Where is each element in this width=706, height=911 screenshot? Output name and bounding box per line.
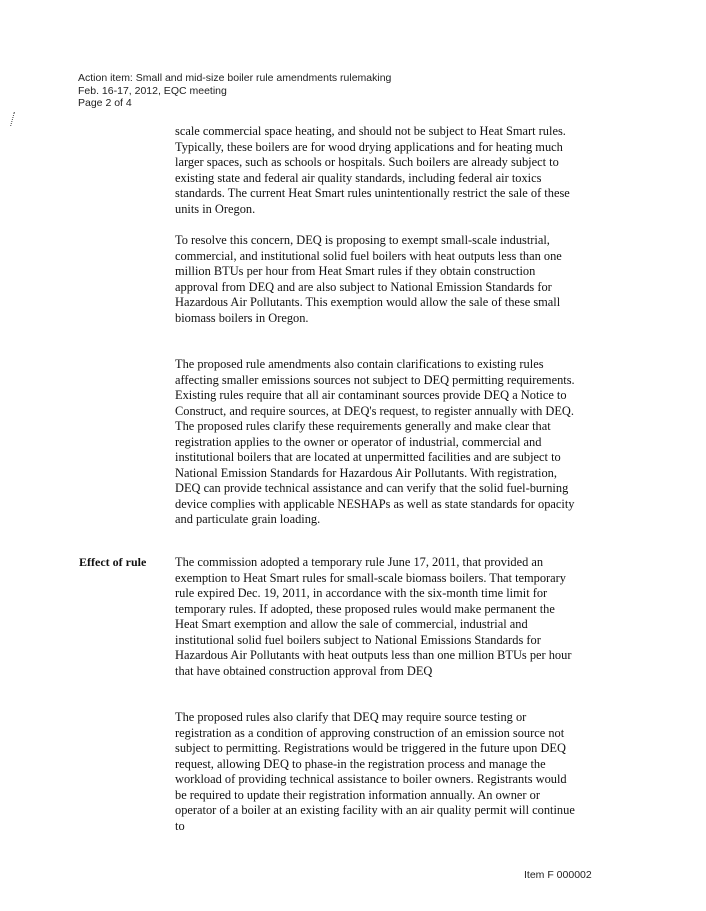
header-page-number: Page 2 of 4 — [78, 97, 132, 109]
paragraph-clarifications — [175, 357, 575, 528]
section-label-effect-of-rule: Effect of rule — [79, 555, 147, 569]
paragraph-registration — [175, 710, 575, 834]
paragraph-text: To resolve this concern, DEQ is proposing to exempt small-scale industrial, commercial, and institutional solid fuel boilers with heat outputs less than one million BTUs per hour from Heat Smart rules if they obtain construction approval from DEQ and are also subject to National Emission Standards for Hazardous Air Pollutants. This exemption would allow the sale of these small biomass boilers in Oregon. — [175, 233, 562, 325]
paragraph-text: The proposed rule amendments also contain clarifications to existing rules affecting smaller emissions sources not subject to DEQ permitting requirements. Existing rules require that all air contaminant sources provide DEQ a Notice to Construct, and require sources, at DEQ's request, to register annually with DEQ. The proposed rules clarify these requirements generally and make clear that registration applies to the owner or operator of industrial, commercial and institutional boilers that are located at unpermitted facilities and are subject to National Emission Standards for Hazardous Air Pollutants. With registration, DEQ can provide technical assistance and can verify that the solid fuel-burning device complies with applicable NESHAPs as well as state standards for opacity and particulate grain loading. — [175, 357, 575, 526]
page-header — [78, 72, 391, 110]
paragraph-text: The proposed rules also clarify that DEQ may require source testing or registration as a condition of approving construction of an emission source not subject to permitting. Registrations would be triggered in the future upon DEQ request, allowing DEQ to phase-in the registration process and manage the workload of providing technical assistance to boiler owners. Registrants would be required to update their registration information annually. An owner or operator of a boiler at an existing facility with an air quality permit will continue to — [175, 710, 575, 833]
header-meeting-date: Feb. 16-17, 2012, EQC meeting — [78, 84, 227, 97]
header-action-item: Action item: Small and mid-size boiler rule amendments rulemaking — [78, 72, 392, 84]
paragraph-text: The commission adopted a temporary rule June 17, 2011, that provided an exemption to Heat Smart rules for small-scale biomass boilers. That temporary rule expired Dec. 19, 2011, in accordance with the six-month time limit for temporary rules. If adopted, these proposed rules would make permanent the Heat Smart exemption and allow the sale of commercial, industrial and institutional solid fuel boilers subject to National Emissions Standards for Hazardous Air Pollutants with heat outputs less than one million BTUs per hour that have obtained construction approval from DEQ — [175, 555, 572, 678]
paragraph-resolution — [175, 233, 575, 326]
paragraph-continuation — [175, 124, 575, 217]
paragraph-text: scale commercial space heating, and should not be subject to Heat Smart rules. Typically, these boilers are for wood drying applications and for heating much larger spaces, such as schools or hospitals. Such boilers are already subject to existing state and federal air quality standards, including federal air toxics standards. The current Heat Smart rules unintentionally restrict the sale of these units in Oregon. — [175, 124, 570, 216]
footer-item-number: Item F 000002 — [524, 869, 592, 881]
scan-mark — [10, 112, 17, 126]
paragraph-effect-of-rule — [175, 555, 575, 679]
